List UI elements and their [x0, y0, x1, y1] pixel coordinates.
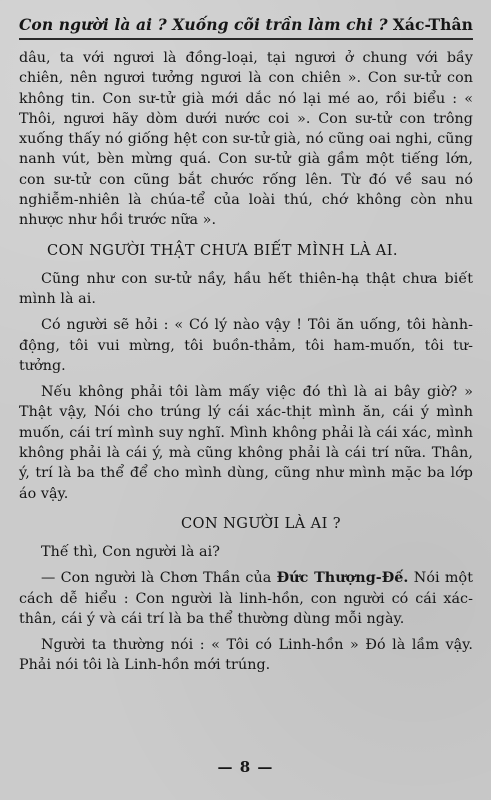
section-heading-who-is-man: CON NGƯỜI LÀ AI ?: [180, 514, 342, 532]
running-header-title: Con người là ai ? Xuống cõi trần làm chi ?: [19, 15, 388, 34]
running-header: [19, 0, 473, 38]
page-number: — 8 —: [217, 758, 274, 776]
paragraph-lion-story: dâu, ta với ngươi là đồng-loại, tại ngươi ở chung với bầy chiên, nên ngươi tưởng ngươi là con chiên ». Con sư-tử con không tin. Con sư-tử già mới dắc nó lại mé ao, rồi biểu : « Thôi, ngươi hãy dòm dưới nước coi ». Con sư-tử con trông xuống thấy nó giống hệt con sư-tử già, nó cũng oai nghi, cũng nanh vút, bèn mừng quá. Con sư-tử già gầm một tiếng lớn, con sư-tử con cũng bắt chước rống lên. Từ đó về sau nó nghiễm-nhiên là chúa-tể của loài thú, chớ không còn nhu nhược như hồi trước nữa ».: [19, 50, 473, 229]
running-header-section: Xác-Thân: [392, 15, 473, 34]
paragraph-divine-spirit: [19, 568, 473, 629]
paragraph-answer: Nếu không phải tôi làm mấy việc đó thì là ai bây giờ? » Thật vậy, Nói cho trúng lý cái xác-thịt mình ăn, cái ý mình muốn, cái trí mình suy nghĩ. Mình không phải là cái xác, mình không phải là cái ý, mà cũng không phải là cái trí nữa. Thân, ý, trí là ba thể để cho mình dùng, cũng như mình mặc ba lớp áo vậy.: [19, 384, 473, 502]
paragraph-like-lion: Cũng như con sư-tử nầy, hầu hết thiên-hạ thật chưa biết mình là ai.: [19, 270, 473, 307]
page-body: [19, 48, 473, 676]
paragraph-question: Có người sẽ hỏi : « Có lý nào vậy ! Tôi ăn uống, tôi hành-động, tôi vui mừng, tôi buồn-thảm, tôi ham-muốn, tôi tư-tưởng.: [19, 317, 473, 374]
divine-term: Đức Thượng-Đế.: [276, 570, 409, 587]
divine-spirit-text-a: — Con người là Chơn Thần của: [41, 570, 277, 587]
divine-spirit-text-b: Nói một cách dễ hiểu : Con người là linh-hồn, con người có cái xác-thân, cái ý và cái trí là ba thể thường dùng mỗi ngày.: [19, 570, 473, 627]
header-rule: [19, 38, 473, 40]
paragraph-soul: Người ta thường nói : « Tôi có Linh-hồn » Đó là lầm vậy. Phải nói tôi là Linh-hồn mới trúng.: [19, 637, 473, 674]
section-heading-not-know-self: CON NGƯỜI THẬT CHƯA BIẾT MÌNH LÀ AI.: [47, 241, 398, 259]
paragraph-so-who: Thế thì, Con người là ai?: [41, 543, 220, 560]
